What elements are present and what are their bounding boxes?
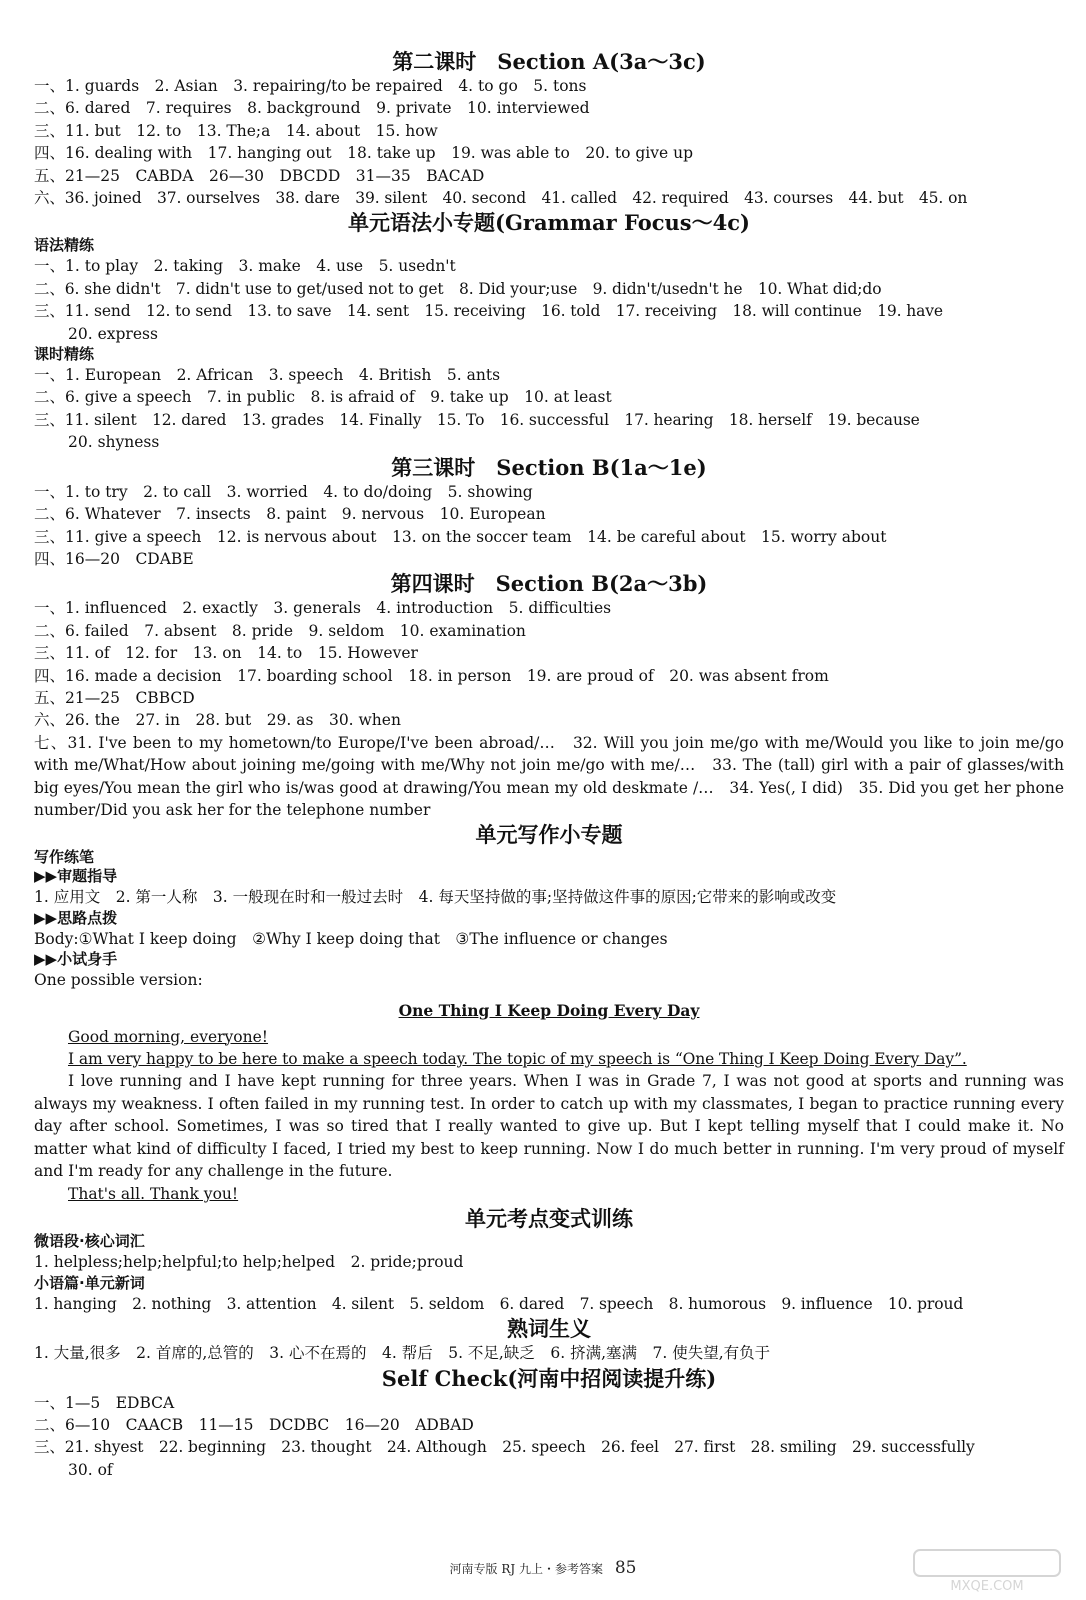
subheading-writing-practice: 写作练笔 bbox=[34, 848, 95, 867]
footer-label: 河南专版 RJ 九上・参考答案 bbox=[449, 1562, 603, 1576]
essay-closing-text: That's all. Thank you! bbox=[68, 1184, 239, 1203]
answer-line: 二、6. give a speech 7. in public 8. is afraid of 9. take up 10. at least bbox=[34, 388, 612, 407]
page-number: 85 bbox=[614, 1558, 637, 1578]
subheading-idea-tips: ▶▶思路点拨 bbox=[34, 908, 118, 927]
answer-line: 五、21—25 CABDA 26—30 DBCDD 31—35 BACAD bbox=[34, 166, 485, 185]
subheading-topic-guide: ▶▶审题指导 bbox=[34, 867, 118, 886]
subheading-grammar-practice: 语法精练 bbox=[34, 236, 95, 255]
answer-line: 30. of bbox=[68, 1460, 113, 1479]
essay-body: I love running and I have kept running for three years. When I was in Grade 7, I was not good at sports and running was always my weakness. I often failed in my running test. In order to catch up with my classmates, I began to practice running every day after school. Sometimes, I was so tired that I really wanted to give up. But I kept telling myself that I could make it. No matter what kind of difficulty I faced, I tried my best to keep running. Now I do much better in running. I'm very proud of myself and I'm ready for any challenge in the future. bbox=[34, 1072, 1064, 1181]
answer-line: 1. hanging 2. nothing 3. attention 4. silent 5. seldom 6. dared 7. speech 8. humorous 9. influence 10. proud bbox=[34, 1294, 964, 1313]
answer-line: 一、1. to play 2. taking 3. make 4. use 5. usedn't bbox=[34, 257, 456, 276]
section-title-lesson3: 第三课时 Section B(1a～1e) bbox=[391, 454, 707, 480]
answer-line: 三、21. shyest 22. beginning 23. thought 24. Although 25. speech 26. feel 27. first 28. smiling 29. successfully bbox=[34, 1438, 975, 1457]
essay-greeting bbox=[34, 1026, 1064, 1048]
answer-line: 20. express bbox=[68, 324, 158, 343]
section-title-grammar: 单元语法小专题(Grammar Focus～4c) bbox=[348, 210, 750, 236]
answer-line: 1. helpless;help;helpful;to help;helped 2. pride;proud bbox=[34, 1253, 464, 1272]
answer-line: 一、1. guards 2. Asian 3. repairing/to be repaired 4. to go 5. tons bbox=[34, 77, 587, 95]
section-title-writing: 单元写作小专题 bbox=[475, 822, 623, 848]
section-title-lesson2: 第二课时 Section A(3a～3c) bbox=[392, 49, 706, 74]
answer-line: 六、26. the 27. in 28. but 29. as 30. when bbox=[34, 711, 401, 730]
subheading-core-vocab: 微语段·核心词汇 bbox=[34, 1232, 145, 1251]
watermark-logo bbox=[912, 1548, 1062, 1594]
essay-intro-text: I am very happy to be here to make a speech today. The topic of my speech is “One Thing I Keep Doing Every Day”. bbox=[68, 1050, 967, 1068]
answer-line: Body:①What I keep doing ②Why I keep doing that ③The influence or changes bbox=[34, 929, 668, 948]
section-title-word-meanings: 熟词生义 bbox=[507, 1316, 591, 1342]
answer-line: 一、1. to try 2. to call 3. worried 4. to do/doing 5. showing bbox=[34, 482, 533, 501]
answer-line: 20. shyness bbox=[68, 433, 160, 452]
essay-closing bbox=[34, 1183, 1064, 1205]
answer-line: One possible version: bbox=[34, 971, 203, 990]
answer-line: 一、1. influenced 2. exactly 3. generals 4. introduction 5. difficulties bbox=[34, 599, 612, 618]
section-title-unit-training: 单元考点变式训练 bbox=[465, 1206, 633, 1232]
answer-line: 二、6. she didn't 7. didn't use to get/used not to get 8. Did your;use 9. didn't/usedn't he 10. What did;do bbox=[34, 279, 882, 298]
essay-title: One Thing I Keep Doing Every Day bbox=[398, 1000, 700, 1020]
answer-line: 三、11. but 12. to 13. The;a 14. about 15. how bbox=[34, 121, 438, 140]
subheading-try-it: ▶▶小试身手 bbox=[34, 950, 118, 969]
section-title-lesson4: 第四课时 Section B(2a～3b) bbox=[390, 571, 708, 597]
watermark-text: MXQE.COM bbox=[950, 1579, 1024, 1594]
answer-line: 二、6—10 CAACB 11—15 DCDBC 16—20 ADBAD bbox=[34, 1415, 474, 1434]
section-title-self-check: Self Check(河南中招阅读提升练) bbox=[381, 1365, 717, 1391]
answer-line: 一、1. European 2. African 3. speech 4. British 5. ants bbox=[34, 366, 501, 385]
subheading-new-words: 小语篇·单元新词 bbox=[34, 1273, 145, 1292]
answer-line: 三、11. of 12. for 13. on 14. to 15. However bbox=[34, 644, 418, 663]
answer-line: 四、16. dealing with 17. hanging out 18. take up 19. was able to 20. to give up bbox=[34, 144, 694, 163]
answer-line: 一、1—5 EDBCA bbox=[34, 1393, 175, 1412]
essay-intro bbox=[34, 1048, 1064, 1070]
answer-line: 二、6. Whatever 7. insects 8. paint 9. nervous 10. European bbox=[34, 505, 546, 524]
answer-line: 1. 大量,很多 2. 首席的,总管的 3. 心不在焉的 4. 帮后 5. 不足,缺乏 6. 挤满,塞满 7. 使失望,有负于 bbox=[34, 1344, 771, 1363]
essay-greeting-text: Good morning, everyone! bbox=[68, 1027, 269, 1046]
answer-line: 二、6. failed 7. absent 8. pride 9. seldom 10. examination bbox=[34, 621, 526, 640]
answer-line: 四、16. made a decision 17. boarding school 18. in person 19. are proud of 20. was absent from bbox=[34, 666, 829, 685]
answer-line: 五、21—25 CBBCD bbox=[34, 688, 195, 707]
answer-line: 四、16—20 CDABE bbox=[34, 549, 194, 568]
answer-line: 三、11. silent 12. dared 13. grades 14. Finally 15. To 16. successful 17. hearing 18. herself 19. because bbox=[34, 410, 920, 429]
answer-line: 三、11. send 12. to send 13. to save 14. sent 15. receiving 16. told 17. receiving 18. will continue 19. have bbox=[34, 302, 944, 321]
answer-line: 六、36. joined 37. ourselves 38. dare 39. silent 40. second 41. called 42. required 43. courses 44. but 45. on bbox=[34, 189, 968, 208]
answer-line: 三、11. give a speech 12. is nervous about 13. on the soccer team 14. be careful about 15. worry about bbox=[34, 527, 887, 546]
subheading-lesson-practice: 课时精练 bbox=[34, 345, 95, 364]
answer-paragraph: 七、31. I've been to my hometown/to Europe/I've been abroad/… 32. Will you join me/go with me/Would you like to join me/go with me/What/How about joining me/going with me/Why not join me/go with me/… 33. The (tall) girl with a pair of glasses/with big eyes/You mean the girl who is/was good at drawing/You mean my old deskmate /… 34. Yes(, I did) 35. Did you get her phone number/Did you ask her for the telephone number bbox=[34, 733, 1064, 819]
answer-line: 1. 应用文 2. 第一人称 3. 一般现在时和一般过去时 4. 每天坚持做的事;坚持做这件事的原因;它带来的影响或改变 bbox=[34, 888, 837, 907]
answer-line: 二、6. dared 7. requires 8. background 9. private 10. interviewed bbox=[34, 99, 590, 118]
